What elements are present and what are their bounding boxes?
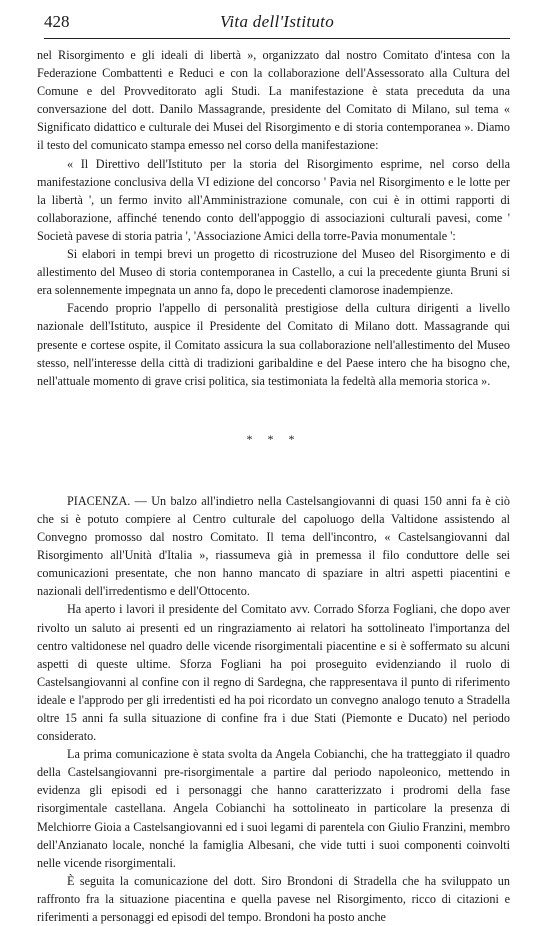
paragraph-quote-closing: Facendo proprio l'appello di personalità prestigiose della cultura dirigenti a livello nazionale dell'Istituto, auspice il Presidente del Comitato di Milano dott. Massagrande qui presente e cortese ospite, il Comitato assicura la sua collaborazione nell'allestimento del Museo stesso, nell'interesse della città di tradizioni garibaldine e del Paese intero che ha bisogno che, nell'attuale momento di grave crisi politica, sia testimoniata la fedeltà alla memoria storica ». — [37, 301, 510, 388]
paragraph-second-communication: È seguita la comunicazione del dott. Siro Brondoni di Stradella che ha sviluppato un raffronto fra la situazione piacentina e quella pavese nel Risorgimento, ricco di citazioni e riferimenti a personaggi ed episodi del tempo. Brondoni ha posto anche — [37, 873, 510, 925]
running-title: Vita dell'Istituto — [219, 12, 334, 31]
article-body — [37, 46, 510, 926]
paragraph-continuation: nel Risorgimento e gli ideali di libertà », organizzato dal nostro Comitato d'intesa con la Federazione Combattenti e Reduci e con la collaborazione dell'Assessorato alla Cultura del Comune e del Provveditorato agli Studi. La manifestazione è stata preceduta da una conversazione del dott. Danilo Massagrande, presidente del Comitato di Milano, sul tema « Significato didattico e culturale dei Musei del Risorgimento e di storia contemporanea ». Diamo il testo del comunicato stampa emesso nel corso della manifestazione: — [37, 48, 510, 153]
paragraph-quote-request: Si elabori in tempi brevi un progetto di ricostruzione del Museo del Risorgimento e di allestimento del Museo di storia contemporanea in Castello, a cui la precedente giunta Bruni si era solennemente impegnata un anno fa, dopo le precedenti clamorose inadempienze. — [37, 247, 510, 298]
paragraph-piacenza-intro: PIACENZA. — Un balzo all'indietro nella Castelsangiovanni di quasi 150 anni fa è ciò che si è potuto compiere al Centro culturale del capoluogo della Valtidone assistendo al Convegno promosso dal nostro Comitato. Il tema dell'incontro, « Castelsangiovanni dal Risorgimento all'Unità d'Italia », riassumeva già in premessa il filo conduttore delle sei comunicazioni presentate, che non hanno mancato di spaziare in altri aspetti piacentini e nazionali dell'irredentismo e dell'Ottocento. — [37, 493, 510, 599]
page-header — [44, 8, 510, 38]
paragraph-quote-opening: « Il Direttivo dell'Istituto per la storia del Risorgimento esprime, nel corso della manifestazione conclusiva della VI edizione del concorso ' Pavia nel Risorgimento e le lotte per la libertà ', un fermo invito all'Amministrazione comunale, con cui è in ottimi rapporti di collaborazione, affinché tenendo conto dell'appoggio di associazioni culturali pavesi, come ' Società pavese di storia patria ', 'Associazione Amici della torre-Pavia monumentale ': — [37, 156, 510, 243]
section-separator: * * * — [246, 431, 301, 446]
header-rule — [44, 38, 510, 39]
paragraph-first-communication: La prima comunicazione è stata svolta da Angela Cobianchi, che ha tratteggiato il quadro della Castelsangiovanni pre-risorgimentale a partire dal periodo napoleonico, mettendo in evidenza gli episodi ed i personaggi che hanno caratterizzato i prodromi della fase risorgimentale castellana. Angela Cobianchi ha sottolineato in particolare la presenza di Melchiorre Gioia a Castelsangiovanni ed i suoi legami di parentela con Giulio Franzini, membro dell'Anzianato locale, nonché la famiglia Albesani, che vide tutti i suoi componenti coinvolti nelle vicende risorgimentali. — [37, 747, 510, 870]
paragraph-opening-remarks: Ha aperto i lavori il presidente del Comitato avv. Corrado Sforza Fogliani, che dopo aver rivolto un saluto ai presenti ed un ringraziamento ai relatori ha sottolineato l'importanza del centro valtidonese nel quadro delle vicende risorgimentali piacentine e si è soffermato su alcuni aspetti di queste ultime. Sforza Fogliani ha poi proseguito evidenziando il ruolo di Castelsangiovanni al confine con il regno di Sardegna, che rappresentava il punto di riferimento ideale e l'approdo per gli irredentisti ed ha poi ricordato un convegno analogo tenuto a Stradella oltre 15 anni fa sulla situazione di confine fra i due Stati (Piemonte e Ducato) nel periodo considerato. — [37, 602, 510, 744]
page-number: 428 — [44, 12, 70, 31]
